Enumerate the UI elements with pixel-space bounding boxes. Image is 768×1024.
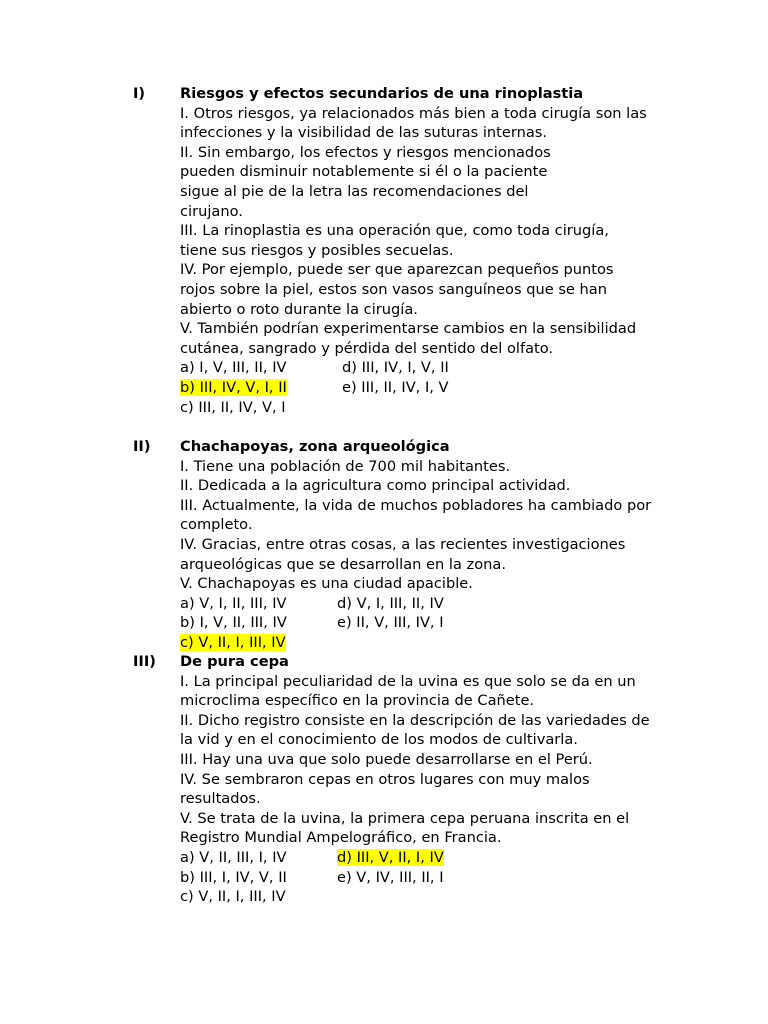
answer-options — [180, 848, 660, 907]
sentence-5: V. Chachapoyas es una ciudad apacible. — [180, 575, 473, 593]
option-a[interactable]: a) I, V, III, II, IV — [180, 359, 287, 377]
highlighted-answer: c) V, II, I, III, IV — [180, 633, 286, 651]
option-b[interactable]: b) I, V, II, III, IV — [180, 614, 287, 632]
question-body — [180, 652, 660, 907]
sentence-4: IV. Por ejemplo, puede ser que aparezcan pequeños puntos rojos sobre la piel, estos son vasos sanguíneos que se han abierto o roto durante la cirugía. — [180, 261, 614, 318]
highlighted-answer: b) III, IV, V, I, II — [180, 378, 287, 396]
question-title: De pura cepa — [180, 653, 289, 670]
highlighted-answer: d) III, V, II, I, IV — [337, 848, 444, 866]
question-number: II) — [133, 438, 151, 455]
answer-options — [180, 358, 660, 417]
option-d[interactable]: d) V, I, III, II, IV — [337, 594, 444, 612]
sentence-4: IV. Gracias, entre otras cosas, a las recientes investigaciones arqueológicas que se desarrollan en la zona. — [180, 535, 626, 573]
option-a[interactable]: a) V, I, II, III, IV — [180, 594, 287, 612]
question-number: III) — [133, 653, 156, 670]
question-title: Chachapoyas, zona arqueológica — [180, 438, 450, 455]
option-b[interactable] — [180, 378, 342, 398]
option-d[interactable] — [337, 848, 517, 868]
sentence-1: I. Otros riesgos, ya relacionados más bien a toda cirugía son las infecciones y la visibilidad de las suturas internas. — [180, 104, 647, 142]
option-b[interactable]: b) III, I, IV, V, II — [180, 868, 287, 886]
sentence-4: IV. Se sembraron cepas en otros lugares con muy malos resultados. — [180, 770, 590, 808]
sentence-3: III. Hay una uva que solo puede desarrollarse en el Perú. — [180, 750, 593, 768]
answer-options — [180, 594, 660, 653]
sentence-3: III. Actualmente, la vida de muchos pobladores ha cambiado por completo. — [180, 496, 652, 534]
sentence-1: I. La principal peculiaridad de la uvina es que solo se da en un microclima específico en la provincia de Cañete. — [180, 672, 636, 710]
sentence-5: V. Se trata de la uvina, la primera cepa peruana inscrita en el Registro Mundial Ampelográfico, en Francia. — [180, 809, 630, 847]
sentence-2 — [180, 143, 580, 221]
sentence-5: V. También podrían experimentarse cambios en la sensibilidad cutánea, sangrado y pérdida del sentido del olfato. — [180, 320, 637, 357]
question-body — [180, 437, 660, 653]
sentence-2: II. Dicho registro consiste en la descripción de las variedades de la vid y en el conocimiento de los modos de cultivarla. — [180, 711, 650, 749]
option-e[interactable]: e) V, IV, III, II, I — [337, 868, 444, 886]
sentence-2-text: II. Sin embargo, los efectos y riesgos mencionados pueden disminuir notablemente si él o la paciente sigue al pie de la letra las recomendaciones del cirujano. — [180, 143, 551, 220]
question-title: Riesgos y efectos secundarios de una rinoplastia — [180, 85, 584, 102]
question-number: I) — [133, 85, 146, 102]
option-c[interactable]: c) III, II, IV, V, I — [180, 398, 286, 416]
option-d[interactable]: d) III, IV, I, V, II — [342, 359, 449, 377]
option-c[interactable]: c) V, II, I, III, IV — [180, 888, 286, 906]
sentence-2: II. Dedicada a la agricultura como principal actividad. — [180, 477, 571, 495]
option-e[interactable]: e) II, V, III, IV, I — [337, 614, 444, 632]
option-a[interactable]: a) V, II, III, I, IV — [180, 848, 287, 866]
sentence-3: III. La rinoplastia es una operación que, como toda cirugía, tiene sus riesgos y posibles secuelas. — [180, 222, 609, 259]
question-body — [180, 84, 660, 417]
option-c[interactable] — [180, 633, 337, 653]
option-e[interactable]: e) III, II, IV, I, V — [342, 378, 449, 396]
sentence-1: I. Tiene una población de 700 mil habitantes. — [180, 457, 511, 475]
